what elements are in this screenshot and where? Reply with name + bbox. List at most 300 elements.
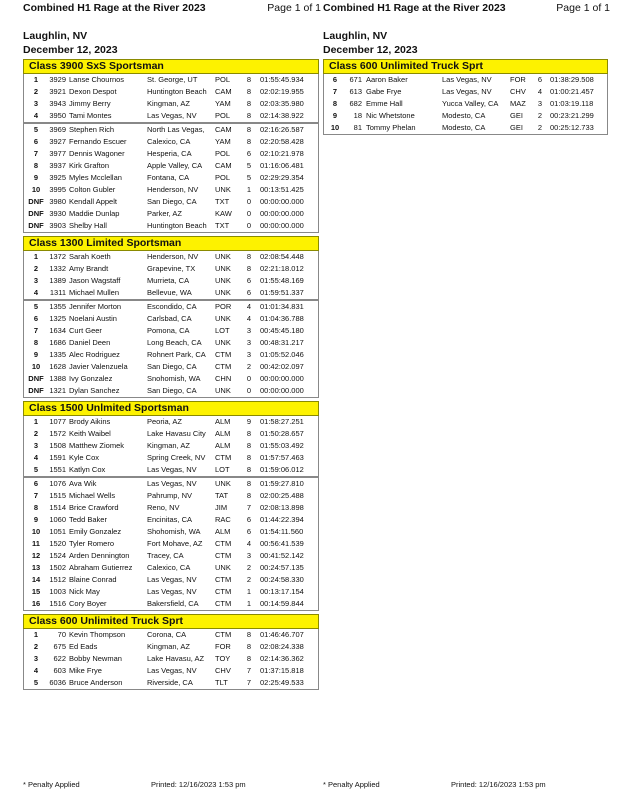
class-header: Class 1300 Limited Sportsman <box>23 236 319 251</box>
vehicle-number: 671 <box>349 75 362 84</box>
vehicle-number: 1335 <box>49 350 66 359</box>
elapsed-time: 02:08:13.898 <box>260 503 304 512</box>
result-row <box>24 208 318 220</box>
driver-hometown: San Diego, CA <box>147 386 197 395</box>
laps-completed: 8 <box>246 441 252 450</box>
driver-name: Kevin Thompson <box>69 630 126 639</box>
vehicle-number: 1060 <box>49 515 66 524</box>
elapsed-time: 00:24:58.330 <box>260 575 304 584</box>
result-group <box>23 477 319 611</box>
driver-hometown: Long Beach, CA <box>147 338 202 347</box>
result-row <box>24 629 318 641</box>
elapsed-time: 02:21:18.012 <box>260 264 304 273</box>
driver-name: Noelani Austin <box>69 314 117 323</box>
finish-position: 5 <box>33 125 39 134</box>
finish-position: 5 <box>33 302 39 311</box>
vehicle-number: 1389 <box>49 276 66 285</box>
vehicle-number: 603 <box>53 666 66 675</box>
elapsed-time: 02:02:19.955 <box>260 87 304 96</box>
elapsed-time: 00:42:02.097 <box>260 362 304 371</box>
driver-hometown: Las Vegas, NV <box>442 75 492 84</box>
driver-name: Nic Whetstone <box>366 111 415 120</box>
laps-completed: 5 <box>246 173 252 182</box>
vehicle-number: 70 <box>57 630 66 639</box>
driver-hometown: Carlsbad, CA <box>147 314 192 323</box>
laps-completed: 6 <box>246 276 252 285</box>
driver-name: Lanse Chournos <box>69 75 125 84</box>
result-row <box>24 416 318 428</box>
result-row <box>24 74 318 86</box>
manufacturer: CTM <box>215 453 232 462</box>
result-row <box>24 196 318 208</box>
laps-completed: 1 <box>246 587 252 596</box>
left-results-page <box>18 0 321 800</box>
finish-position: 7 <box>33 326 39 335</box>
vehicle-number: 1355 <box>49 302 66 311</box>
laps-completed: 7 <box>246 678 252 687</box>
vehicle-number: 1372 <box>49 252 66 261</box>
finish-position: 3 <box>33 276 39 285</box>
finish-position: 10 <box>330 123 340 132</box>
penalty-note: * Penalty Applied <box>23 780 80 789</box>
manufacturer: UNK <box>215 479 231 488</box>
driver-hometown: Calexico, CA <box>147 563 191 572</box>
finish-position: 9 <box>33 173 39 182</box>
laps-completed: 6 <box>246 288 252 297</box>
driver-name: Kendall Appelt <box>69 197 117 206</box>
laps-completed: 4 <box>246 302 252 311</box>
driver-name: Stephen Rich <box>69 125 115 134</box>
driver-name: Colton Gubler <box>69 185 116 194</box>
vehicle-number: 1325 <box>49 314 66 323</box>
manufacturer: LOT <box>215 465 230 474</box>
finish-position: DNF <box>28 197 44 206</box>
finish-position: 3 <box>33 99 39 108</box>
driver-hometown: Las Vegas, NV <box>147 111 197 120</box>
elapsed-time: 00:41:52.142 <box>260 551 304 560</box>
result-row <box>24 440 318 452</box>
finish-position: 12 <box>31 551 41 560</box>
manufacturer: UNK <box>215 252 231 261</box>
manufacturer: TLT <box>215 678 228 687</box>
manufacturer: MAZ <box>510 99 526 108</box>
driver-hometown: Las Vegas, NV <box>147 465 197 474</box>
laps-completed: 2 <box>537 123 543 132</box>
vehicle-number: 1524 <box>49 551 66 560</box>
finish-position: 13 <box>31 563 41 572</box>
manufacturer: UNK <box>215 264 231 273</box>
manufacturer: ALM <box>215 527 231 536</box>
finish-position: 2 <box>33 429 39 438</box>
page-number: Page 1 of 1 <box>556 2 610 14</box>
driver-name: Abraham Gutierrez <box>69 563 133 572</box>
elapsed-time: 01:04:36.788 <box>260 314 304 323</box>
driver-hometown: Snohomish, WA <box>147 374 201 383</box>
laps-completed: 2 <box>246 575 252 584</box>
laps-completed: 0 <box>246 221 252 230</box>
finish-position: 4 <box>33 288 39 297</box>
manufacturer: KAW <box>215 209 232 218</box>
driver-hometown: Lake Havasu City <box>147 429 206 438</box>
laps-completed: 8 <box>246 654 252 663</box>
finish-position: 1 <box>33 252 39 261</box>
laps-completed: 1 <box>246 185 252 194</box>
laps-completed: 7 <box>246 666 252 675</box>
elapsed-time: 01:44:22.394 <box>260 515 304 524</box>
finish-position: 5 <box>33 678 39 687</box>
elapsed-time: 00:13:51.425 <box>260 185 304 194</box>
result-row <box>24 514 318 526</box>
page-header <box>323 2 610 18</box>
elapsed-time: 00:00:00.000 <box>260 209 304 218</box>
laps-completed: 4 <box>537 87 543 96</box>
manufacturer: POL <box>215 173 231 182</box>
manufacturer: CAM <box>215 161 232 170</box>
vehicle-number: 1572 <box>49 429 66 438</box>
result-group <box>23 416 319 477</box>
result-row <box>24 385 318 397</box>
driver-hometown: Hesperia, CA <box>147 149 192 158</box>
result-row <box>24 677 318 689</box>
result-row <box>24 251 318 263</box>
laps-completed: 9 <box>246 417 252 426</box>
finish-position: DNF <box>28 221 44 230</box>
driver-name: Ivy Gonzalez <box>69 374 113 383</box>
driver-name: Tedd Baker <box>69 515 107 524</box>
driver-name: Brice Crawford <box>69 503 119 512</box>
laps-completed: 0 <box>246 386 252 395</box>
elapsed-time: 01:50:28.657 <box>260 429 304 438</box>
driver-name: Dennis Wagoner <box>69 149 125 158</box>
driver-hometown: Murrieta, CA <box>147 276 190 285</box>
driver-hometown: Las Vegas, NV <box>147 587 197 596</box>
finish-position: 2 <box>33 642 39 651</box>
finish-position: 6 <box>33 137 39 146</box>
manufacturer: CAM <box>215 87 232 96</box>
manufacturer: UNK <box>215 185 231 194</box>
laps-completed: 8 <box>246 87 252 96</box>
driver-hometown: Grapevine, TX <box>147 264 196 273</box>
finish-position: 8 <box>33 338 39 347</box>
finish-position: DNF <box>28 374 44 383</box>
driver-hometown: Las Vegas, NV <box>147 666 197 675</box>
laps-completed: 0 <box>246 197 252 206</box>
driver-name: Bruce Anderson <box>69 678 123 687</box>
result-row <box>24 526 318 538</box>
driver-hometown: Calexico, CA <box>147 137 191 146</box>
vehicle-number: 3980 <box>49 197 66 206</box>
laps-completed: 3 <box>246 551 252 560</box>
vehicle-number: 613 <box>349 87 362 96</box>
manufacturer: CHV <box>215 666 231 675</box>
printed-timestamp: Printed: 12/16/2023 1:53 pm <box>451 780 546 789</box>
manufacturer: CTM <box>215 575 232 584</box>
result-row <box>24 136 318 148</box>
results-list <box>323 59 608 135</box>
vehicle-number: 3937 <box>49 161 66 170</box>
finish-position: 2 <box>33 87 39 96</box>
driver-name: Ed Eads <box>69 642 98 651</box>
manufacturer: CTM <box>215 362 232 371</box>
vehicle-number: 1321 <box>49 386 66 395</box>
laps-completed: 0 <box>246 374 252 383</box>
driver-hometown: Huntington Beach <box>147 87 207 96</box>
driver-name: Aaron Baker <box>366 75 408 84</box>
vehicle-number: 1051 <box>49 527 66 536</box>
elapsed-time: 00:00:00.000 <box>260 197 304 206</box>
elapsed-time: 00:24:57.135 <box>260 563 304 572</box>
driver-hometown: Pomona, CA <box>147 326 190 335</box>
manufacturer: POR <box>215 302 232 311</box>
laps-completed: 6 <box>246 515 252 524</box>
vehicle-number: 1515 <box>49 491 66 500</box>
vehicle-number: 3950 <box>49 111 66 120</box>
driver-name: Tami Montes <box>69 111 112 120</box>
page-header <box>23 2 321 18</box>
elapsed-time: 00:00:00.000 <box>260 221 304 230</box>
class-header: Class 1500 Unlmited Sportsman <box>23 401 319 416</box>
event-date: December 12, 2023 <box>23 44 118 56</box>
finish-position: 1 <box>33 417 39 426</box>
vehicle-number: 1634 <box>49 326 66 335</box>
elapsed-time: 00:56:41.539 <box>260 539 304 548</box>
driver-name: Myles Mcclellan <box>69 173 122 182</box>
laps-completed: 7 <box>246 503 252 512</box>
vehicle-number: 1520 <box>49 539 66 548</box>
elapsed-time: 02:08:54.448 <box>260 252 304 261</box>
vehicle-number: 1514 <box>49 503 66 512</box>
elapsed-time: 01:03:19.118 <box>550 99 594 108</box>
vehicle-number: 1502 <box>49 563 66 572</box>
vehicle-number: 1508 <box>49 441 66 450</box>
result-group <box>23 251 319 300</box>
vehicle-number: 3943 <box>49 99 66 108</box>
laps-completed: 6 <box>246 527 252 536</box>
elapsed-time: 00:25:12.733 <box>550 123 594 132</box>
laps-completed: 4 <box>246 539 252 548</box>
vehicle-number: 1311 <box>49 288 66 297</box>
result-row <box>24 574 318 586</box>
driver-hometown: Modesto, CA <box>442 123 486 132</box>
manufacturer: CTM <box>215 551 232 560</box>
vehicle-number: 1077 <box>49 417 66 426</box>
result-row <box>24 598 318 610</box>
vehicle-number: 1516 <box>49 599 66 608</box>
manufacturer: GEI <box>510 123 523 132</box>
driver-name: Javier Valenzuela <box>69 362 128 371</box>
result-row <box>24 550 318 562</box>
result-row <box>324 74 607 86</box>
result-row <box>24 641 318 653</box>
finish-position: 4 <box>33 666 39 675</box>
result-row <box>24 220 318 232</box>
class-header: Class 600 Unlimited Truck Sprt <box>23 614 319 629</box>
finish-position: 3 <box>33 654 39 663</box>
right-results-page <box>318 0 610 800</box>
result-row <box>24 160 318 172</box>
elapsed-time: 01:00:21.457 <box>550 87 594 96</box>
elapsed-time: 01:38:29.508 <box>550 75 594 84</box>
finish-position: 8 <box>33 161 39 170</box>
manufacturer: LOT <box>215 326 230 335</box>
elapsed-time: 01:46:46.707 <box>260 630 304 639</box>
manufacturer: ALM <box>215 429 231 438</box>
vehicle-number: 622 <box>53 654 66 663</box>
driver-name: Nick May <box>69 587 100 596</box>
finish-position: 8 <box>33 503 39 512</box>
manufacturer: YAM <box>215 99 231 108</box>
finish-position: 10 <box>31 527 41 536</box>
page-number: Page 1 of 1 <box>267 2 321 14</box>
class-header: Class 600 Unlimited Truck Sprt <box>323 59 608 74</box>
result-row <box>24 428 318 440</box>
laps-completed: 4 <box>246 314 252 323</box>
result-row <box>24 361 318 373</box>
driver-hometown: San Diego, CA <box>147 197 197 206</box>
manufacturer: CTM <box>215 539 232 548</box>
laps-completed: 8 <box>246 479 252 488</box>
laps-completed: 3 <box>246 350 252 359</box>
manufacturer: UNK <box>215 338 231 347</box>
finish-position: 1 <box>33 75 39 84</box>
result-group <box>23 629 319 690</box>
result-row <box>324 110 607 122</box>
elapsed-time: 01:05:52.046 <box>260 350 304 359</box>
driver-name: Dexon Despot <box>69 87 117 96</box>
laps-completed: 0 <box>246 209 252 218</box>
elapsed-time: 00:23:21.299 <box>550 111 594 120</box>
driver-hometown: Apple Valley, CA <box>147 161 203 170</box>
driver-hometown: Las Vegas, NV <box>147 575 197 584</box>
event-title: Combined H1 Rage at the River 2023 <box>23 2 206 14</box>
laps-completed: 8 <box>246 453 252 462</box>
vehicle-number: 682 <box>349 99 362 108</box>
manufacturer: POL <box>215 111 231 120</box>
vehicle-number: 3925 <box>49 173 66 182</box>
driver-name: Dylan Sanchez <box>69 386 120 395</box>
driver-name: Ava Wik <box>69 479 97 488</box>
vehicle-number: 81 <box>353 123 362 132</box>
elapsed-time: 01:57:57.463 <box>260 453 304 462</box>
driver-name: Fernando Escuer <box>69 137 127 146</box>
manufacturer: ALM <box>215 441 231 450</box>
finish-position: 5 <box>33 465 39 474</box>
laps-completed: 6 <box>246 149 252 158</box>
driver-name: Matthew Ziomek <box>69 441 125 450</box>
manufacturer: TXT <box>215 221 230 230</box>
driver-name: Kirk Grafton <box>69 161 110 170</box>
driver-name: Emily Gonzalez <box>69 527 122 536</box>
manufacturer: CTM <box>215 630 232 639</box>
vehicle-number: 1551 <box>49 465 66 474</box>
result-row <box>24 110 318 122</box>
manufacturer: TAT <box>215 491 229 500</box>
manufacturer: CAM <box>215 125 232 134</box>
vehicle-number: 3927 <box>49 137 66 146</box>
vehicle-number: 3903 <box>49 221 66 230</box>
result-row <box>24 98 318 110</box>
driver-name: Mike Frye <box>69 666 102 675</box>
finish-position: 6 <box>33 314 39 323</box>
finish-position: 1 <box>33 630 39 639</box>
elapsed-time: 02:00:25.488 <box>260 491 304 500</box>
vehicle-number: 1003 <box>49 587 66 596</box>
result-row <box>324 122 607 134</box>
laps-completed: 8 <box>246 125 252 134</box>
vehicle-number: 18 <box>353 111 362 120</box>
elapsed-time: 02:16:26.587 <box>260 125 304 134</box>
finish-position: 6 <box>33 479 39 488</box>
driver-name: Tyler Romero <box>69 539 115 548</box>
result-row <box>24 665 318 677</box>
manufacturer: CTM <box>215 350 232 359</box>
vehicle-number: 1076 <box>49 479 66 488</box>
elapsed-time: 01:37:15.818 <box>260 666 304 675</box>
vehicle-number: 3921 <box>49 87 66 96</box>
laps-completed: 8 <box>246 642 252 651</box>
laps-completed: 8 <box>246 137 252 146</box>
finish-position: 4 <box>33 453 39 462</box>
driver-name: Cory Boyer <box>69 599 107 608</box>
finish-position: 9 <box>33 515 39 524</box>
finish-position: 14 <box>31 575 41 584</box>
driver-name: Michael Wells <box>69 491 116 500</box>
driver-name: Jennifer Morton <box>69 302 122 311</box>
elapsed-time: 00:48:31.217 <box>260 338 304 347</box>
laps-completed: 8 <box>246 491 252 500</box>
vehicle-number: 6036 <box>49 678 66 687</box>
driver-name: Amy Brandt <box>69 264 109 273</box>
laps-completed: 8 <box>246 75 252 84</box>
driver-name: Gabe Frye <box>366 87 402 96</box>
vehicle-number: 3995 <box>49 185 66 194</box>
elapsed-time: 02:25:49.533 <box>260 678 304 687</box>
driver-name: Shelby Hall <box>69 221 107 230</box>
manufacturer: TXT <box>215 197 230 206</box>
finish-position: 11 <box>32 539 40 548</box>
driver-hometown: Bakersfield, CA <box>147 599 199 608</box>
finish-position: 3 <box>33 441 39 450</box>
laps-completed: 3 <box>246 338 252 347</box>
elapsed-time: 02:03:35.980 <box>260 99 304 108</box>
finish-position: 8 <box>332 99 338 108</box>
laps-completed: 3 <box>537 99 543 108</box>
manufacturer: CTM <box>215 587 232 596</box>
result-row <box>24 148 318 160</box>
driver-hometown: Kingman, AZ <box>147 441 190 450</box>
elapsed-time: 00:00:00.000 <box>260 374 304 383</box>
elapsed-time: 00:13:17.154 <box>260 587 304 596</box>
laps-completed: 2 <box>537 111 543 120</box>
result-group <box>23 123 319 233</box>
manufacturer: POL <box>215 75 231 84</box>
laps-completed: 2 <box>246 563 252 572</box>
laps-completed: 8 <box>246 465 252 474</box>
driver-name: Brody Aikins <box>69 417 111 426</box>
finish-position: 7 <box>33 491 39 500</box>
driver-name: Bobby Newman <box>69 654 122 663</box>
laps-completed: 8 <box>246 252 252 261</box>
result-row <box>24 275 318 287</box>
result-row <box>24 586 318 598</box>
manufacturer: UNK <box>215 314 231 323</box>
driver-name: Michael Mullen <box>69 288 120 297</box>
driver-name: Katlyn Cox <box>69 465 106 474</box>
result-row <box>24 349 318 361</box>
driver-hometown: Fontana, CA <box>147 173 190 182</box>
elapsed-time: 01:59:51.337 <box>260 288 304 297</box>
elapsed-time: 02:10:21.978 <box>260 149 304 158</box>
